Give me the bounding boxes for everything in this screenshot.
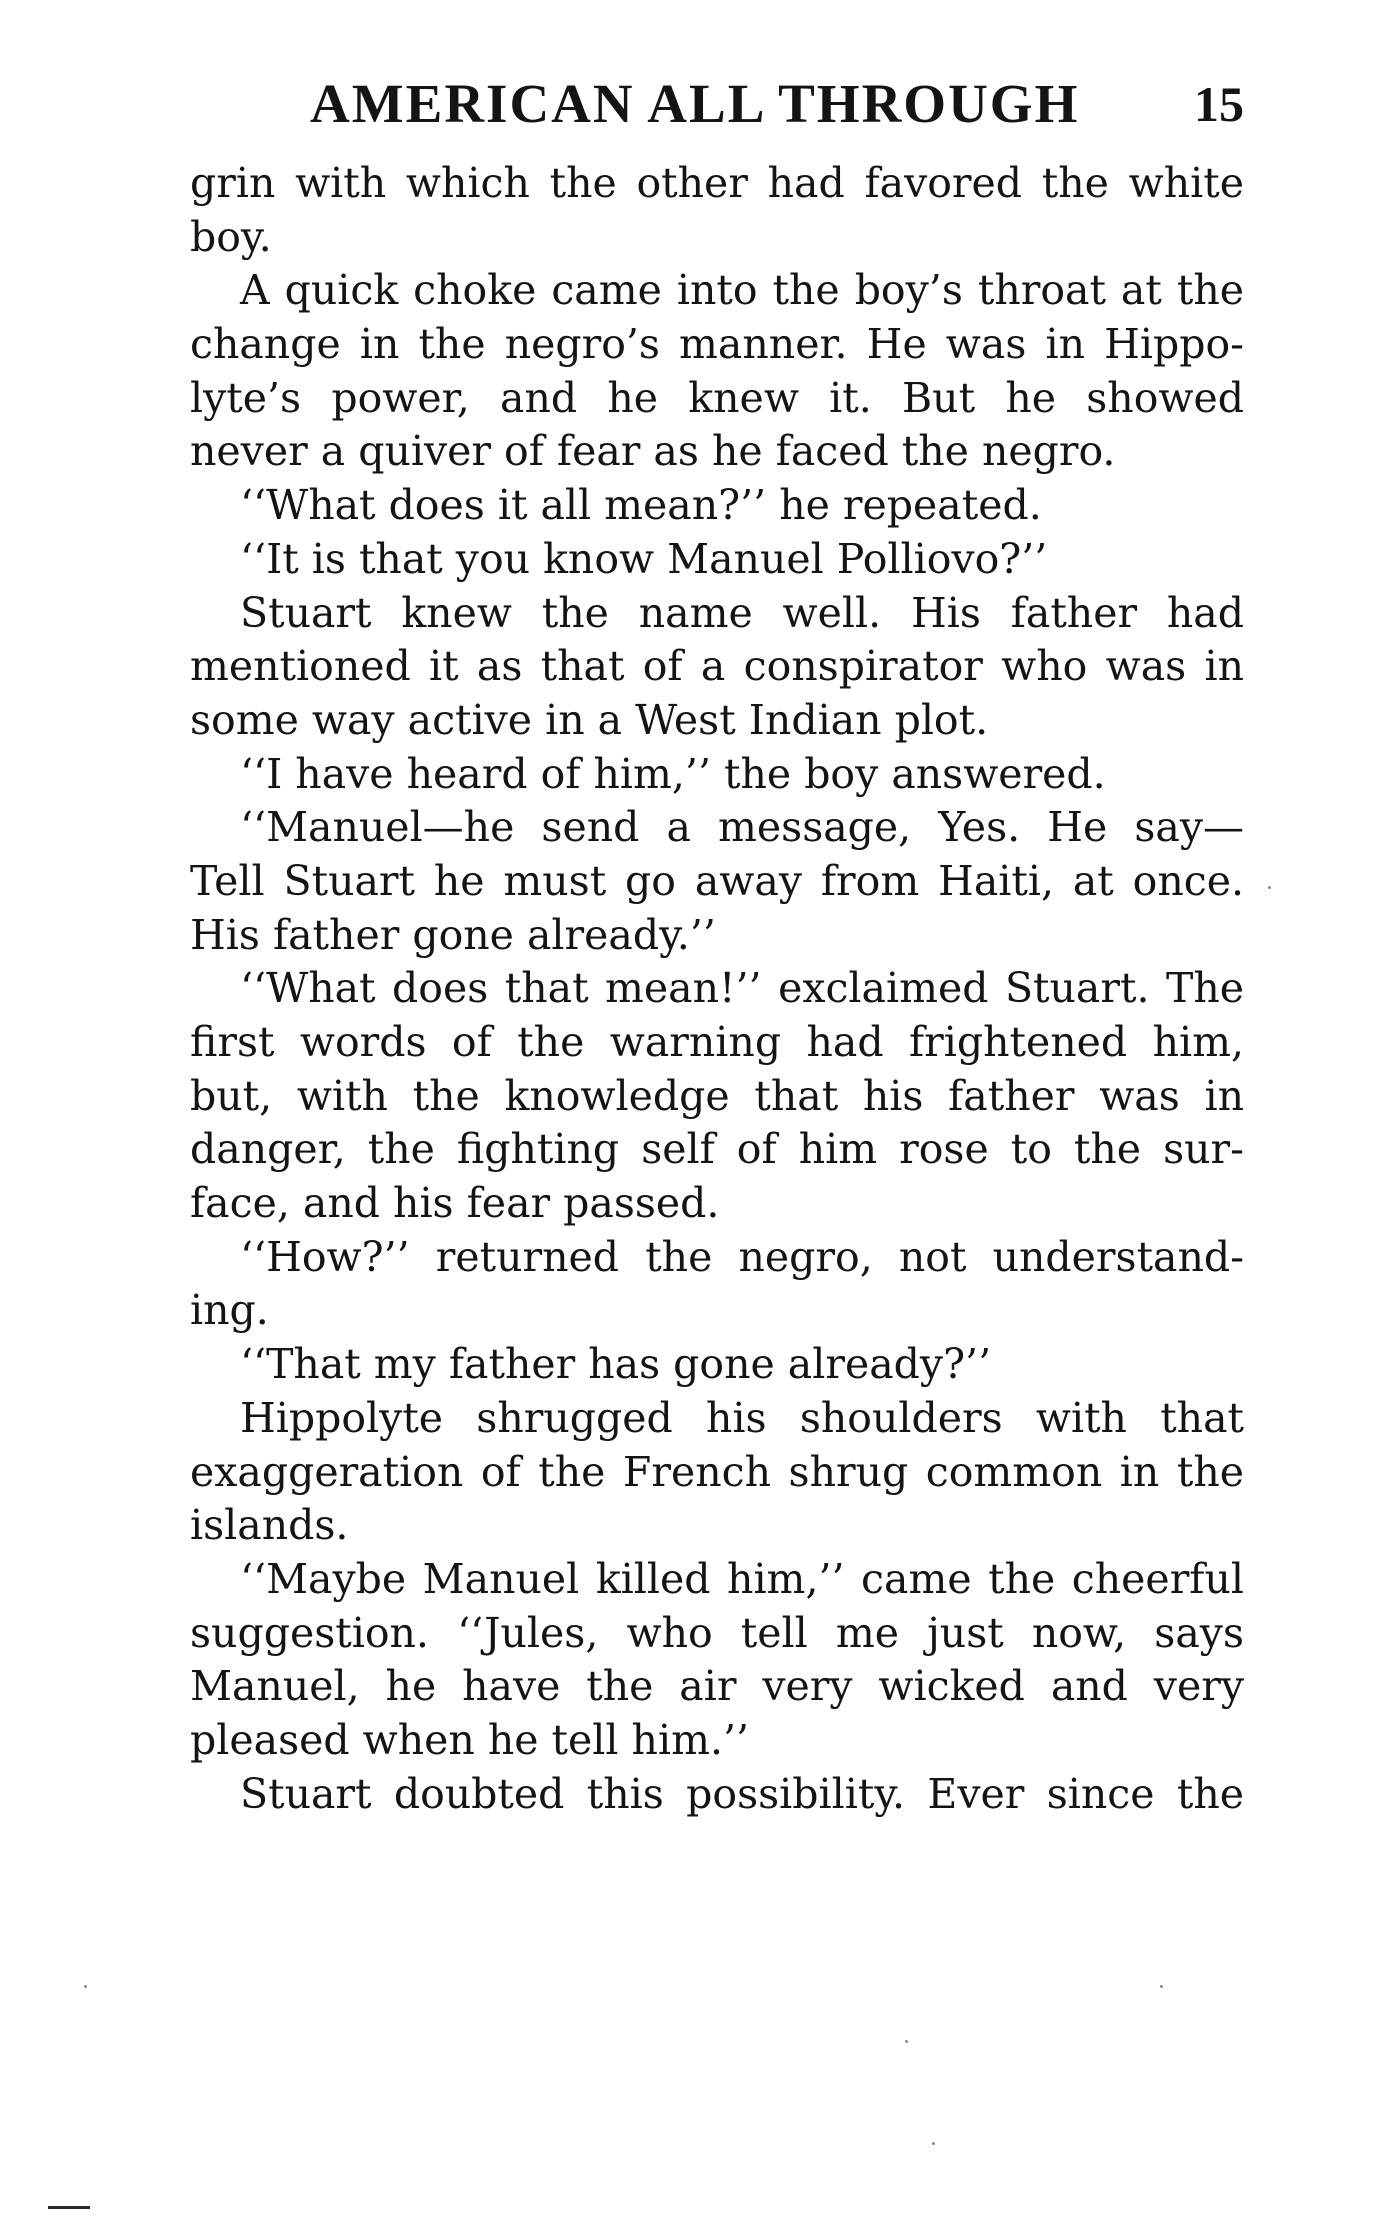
text-line: lyte’s power, and he knew it. But he showed — [190, 373, 1244, 422]
text-line: change in the negro’s manner. He was in Hippo- — [190, 320, 1244, 369]
text-line: exaggeration of the French shrug common in the — [190, 1447, 1244, 1496]
text-line: ‘‘What does that mean!’’ exclaimed Stuart. The — [240, 964, 1244, 1013]
text-line: pleased when he tell him.’’ — [190, 1715, 750, 1764]
text-line: ‘‘What does it all mean?’’ he repeated. — [240, 481, 1042, 530]
text-line: face, and his fear passed. — [190, 1179, 720, 1228]
text-line: Stuart doubted this possibility. Ever since the — [240, 1769, 1244, 1818]
text-line: A quick choke came into the boy’s throat at the — [240, 266, 1244, 315]
text-line: ‘‘Maybe Manuel killed him,’’ came the cheerful — [240, 1554, 1244, 1603]
paper-speck — [1268, 886, 1271, 889]
text-line: mentioned it as that of a conspirator who was in — [190, 642, 1244, 691]
text-line: never a quiver of fear as he faced the negro. — [190, 427, 1116, 476]
paper-speck — [905, 2040, 908, 2043]
running-title: AMERICAN ALL THROUGH — [310, 73, 1080, 134]
text-line: danger, the fighting self of him rose to the sur- — [190, 1125, 1244, 1174]
paper-speck — [84, 1985, 87, 1988]
text-line: boy. — [190, 212, 272, 261]
text-line: suggestion. ‘‘Jules, who tell me just now, says — [190, 1608, 1244, 1657]
text-line: ‘‘Manuel—he send a message, Yes. He say— — [240, 803, 1244, 852]
text-line: His father gone already.’’ — [190, 910, 716, 959]
text-line: islands. — [190, 1501, 349, 1550]
paper-speck — [1160, 1985, 1163, 1988]
page-header — [310, 72, 1244, 136]
text-line: Hippolyte shrugged his shoulders with that — [240, 1393, 1244, 1442]
text-line: Manuel, he have the air very wicked and very — [190, 1662, 1244, 1711]
text-line: ‘‘That my father has gone already?’’ — [240, 1340, 992, 1389]
text-line: first words of the warning had frightened him, — [190, 1018, 1244, 1066]
paper-speck — [932, 2142, 935, 2145]
text-line: but, with the knowledge that his father was in — [190, 1071, 1244, 1120]
body-text — [190, 157, 1244, 1821]
text-line: Tell Stuart he must go away from Haiti, at once. — [190, 856, 1244, 905]
page-number: 15 — [1194, 76, 1244, 132]
margin-rule-mark — [48, 2206, 90, 2209]
text-line: grin with which the other had favored the white — [190, 159, 1244, 207]
text-line: ‘‘It is that you know Manuel Polliovo?’’ — [240, 534, 1048, 583]
text-line: ‘‘I have heard of him,’’ the boy answered. — [240, 749, 1106, 798]
text-line: Stuart knew the name well. His father had — [240, 588, 1244, 637]
text-line: ‘‘How?’’ returned the negro, not understand- — [240, 1232, 1244, 1281]
text-line: some way active in a West Indian plot. — [190, 695, 989, 744]
text-line: ing. — [190, 1286, 269, 1335]
